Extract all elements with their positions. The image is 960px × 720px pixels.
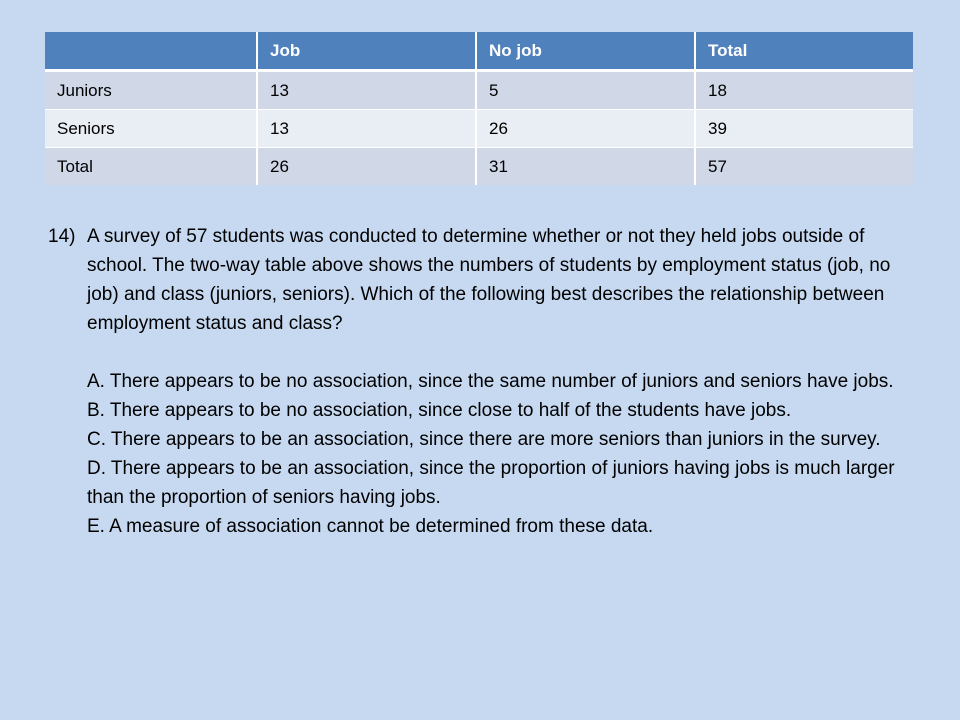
table-cell: 39: [695, 110, 913, 148]
header-cell-no-job: No job: [476, 32, 695, 71]
answer-choice-c: C. There appears to be an association, since there are more seniors than juniors in the survey.: [87, 429, 881, 450]
table-cell: 13: [257, 71, 476, 110]
header-cell-blank: [45, 32, 257, 71]
table-cell: 13: [257, 110, 476, 148]
header-cell-job: Job: [257, 32, 476, 71]
row-label: Seniors: [45, 110, 257, 148]
table-cell: 18: [695, 71, 913, 110]
question-number: 14): [48, 226, 76, 247]
two-way-table: [45, 32, 913, 185]
question-stem-text: A survey of 57 students was conducted to determine whether or not they held jobs outside of school. The two-way table above shows the numbers of students by employment status (job, no job) and class (juniors, seniors). Which of the following best describes the relationship between employment status and class?: [87, 226, 891, 334]
row-label: Total: [45, 148, 257, 186]
answer-choice-a: A. There appears to be no association, since the same number of juniors and seniors have jobs.: [87, 371, 894, 392]
answer-choice-b: B. There appears to be no association, since close to half of the students have jobs.: [87, 400, 792, 421]
table-row-juniors: [45, 71, 913, 110]
row-label: Juniors: [45, 71, 257, 110]
answer-choice-d: D. There appears to be an association, since the proportion of juniors having jobs is much larger than the proportion of seniors having jobs.: [87, 458, 895, 508]
question-block: [48, 222, 918, 541]
table-row-seniors: [45, 110, 913, 148]
answer-choices: [48, 367, 918, 541]
table-cell: 5: [476, 71, 695, 110]
table-row-total: [45, 148, 913, 186]
table-cell: 31: [476, 148, 695, 186]
table-cell: 26: [257, 148, 476, 186]
table-cell: 26: [476, 110, 695, 148]
table-header-row: [45, 32, 913, 71]
table-cell: 57: [695, 148, 913, 186]
answer-choice-e: E. A measure of association cannot be determined from these data.: [87, 516, 654, 537]
header-cell-total: Total: [695, 32, 913, 71]
question-stem: [48, 222, 918, 338]
